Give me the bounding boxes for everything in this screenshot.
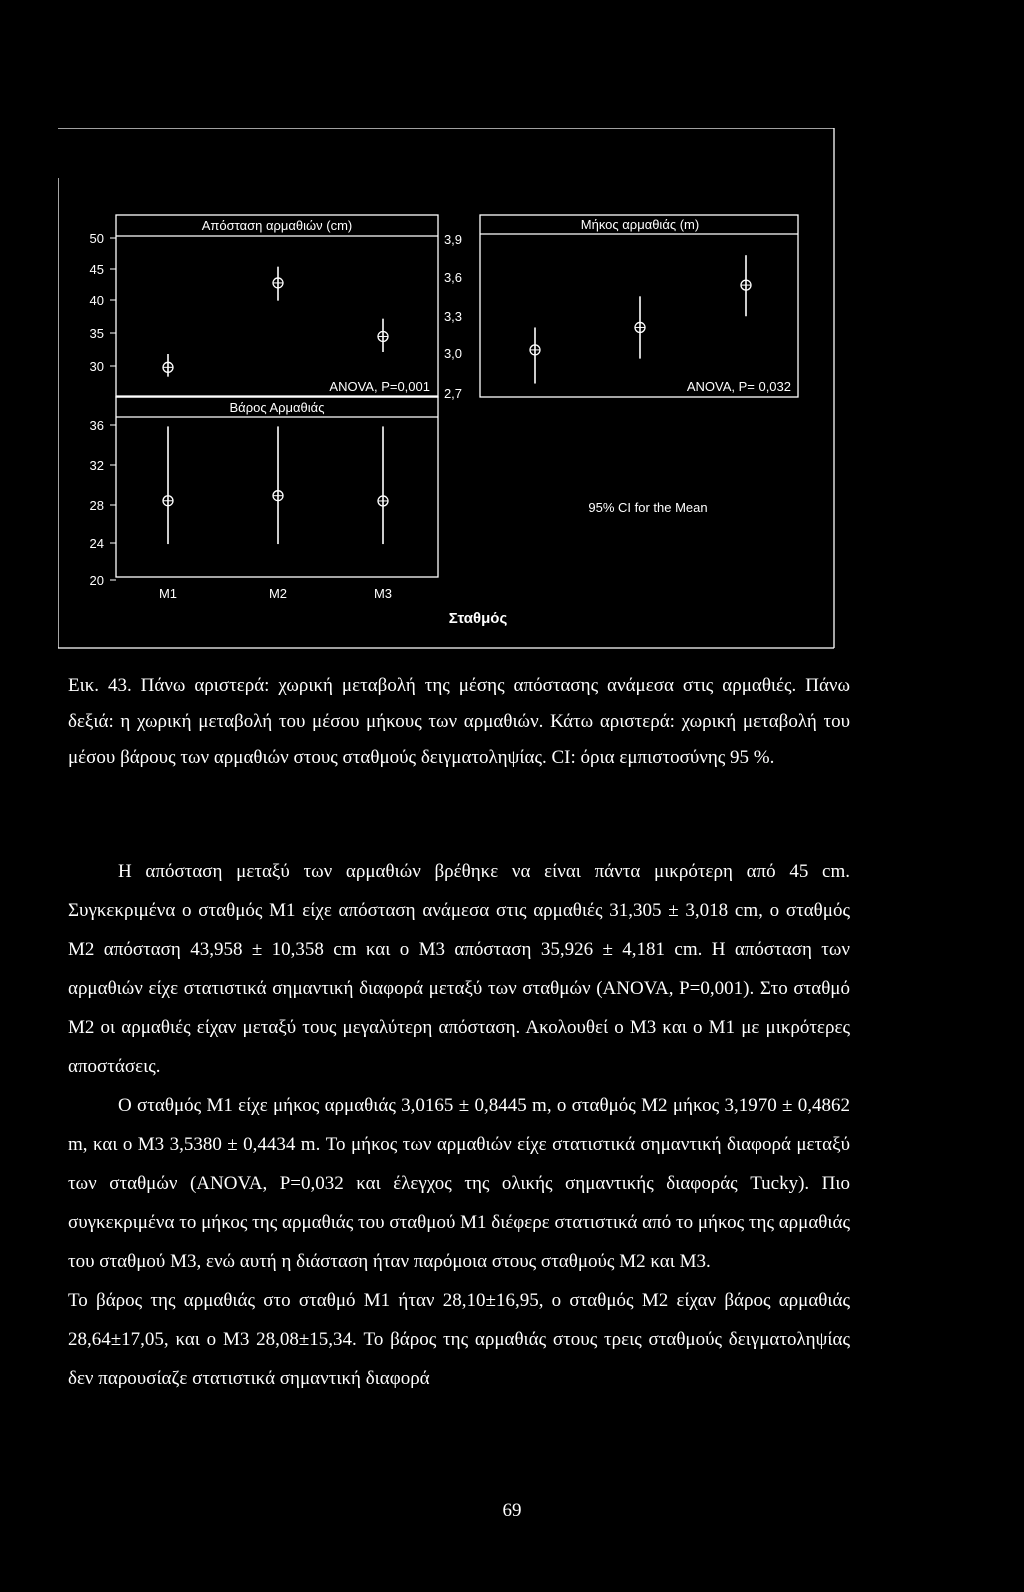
length-ytick-label: 3,9 (443, 232, 463, 247)
paragraph-length: Ο σταθμός M1 είχε μήκος αρμαθιάς 3,0165 ± 0,8445 m, ο σταθμός M2 μήκος 3,1970 ± 0,4862 m, και ο M3 3,5380 ± 0,4434 m. Το μήκος των αρμαθιών είχε στατιστικά σημαντική διαφορά μεταξύ των σταθμών (ANOVA, P=0,032 και έλεγχος της ολικής σημαντικής διαφοράς Tucky). Πιο συγκεκριμένα το μήκος της αρμαθιάς του σταθμού M1 διέφερε στατιστικά από το μήκος της αρμαθιάς του σταθμού M3, ενώ αυτή η διάσταση ήταν παρόμοια στους σταθμούς M2 και M3. (68, 1095, 850, 1272)
weight-ytick-label: 20 (89, 573, 104, 588)
length-ytick-label: 3,6 (443, 270, 463, 285)
paragraph-weight: Το βάρος της αρμαθιάς στο σταθμό M1 ήταν 28,10±16,95, ο σταθμός M2 είχαν βάρος αρμαθιάς 28,64±17,05, και ο M3 28,08±15,34. Το βάρος της αρμαθιάς στους τρεις σταθμούς δειγματοληψίας δεν παρουσίαζε στατιστικά σημαντική διαφορά (68, 1290, 850, 1389)
figure-caption: Εικ. 43. Πάνω αριστερά: χωρική μεταβολή της μέσης απόστασης ανάμεσα στις αρμαθιές. Πάνω δεξιά: η χωρική μεταβολή του μέσου μήκους των αρμαθιών. Κάτω αριστερά: χωρική μεταβολή του μέσου βάρους των αρμαθιών στους σταθμούς δειγματοληψίας. CI: όρια εμπιστοσύνης 95 %. (68, 675, 850, 768)
weight-panel-title: Βάρος Αρμαθιάς (229, 400, 325, 415)
weight-ytick-label: 24 (89, 536, 104, 551)
x-category-label: M3 (373, 586, 393, 601)
length-ytick-label: 2,7 (443, 386, 463, 401)
length-panel-title: Μήκος αρμαθιάς (m) (580, 217, 700, 232)
spacing-panel-title: Απόσταση αρμαθιών (cm) (201, 218, 353, 233)
spacing-ytick-label: 40 (89, 293, 104, 308)
length-annotation: ANOVA, P= 0,032 (686, 379, 791, 394)
weight-annotation: 95% CI for the Mean (588, 500, 708, 515)
spacing-ytick-label: 35 (89, 326, 104, 341)
errorbar-figure (58, 128, 848, 650)
body-text (68, 852, 850, 1398)
paragraph-distance: Η απόσταση μεταξύ των αρμαθιών βρέθηκε να είναι πάντα μικρότερη από 45 cm. Συγκεκριμένα ο σταθμός M1 είχε απόσταση ανάμεσα στις αρμαθιές 31,305 ± 3,018 cm, ο σταθμός M2 απόσταση 43,958 ± 10,358 cm και ο M3 απόσταση 35,926 ± 4,181 cm. Η απόσταση των αρμαθιών είχε στατιστικά σημαντική διαφορά μεταξύ των σταθμών (ANOVA, P=0,001). Στο σταθμό M2 οι αρμαθιές είχαν μεταξύ τους μεγαλύτερη απόσταση. Ακολουθεί ο M3 και ο M1 με μικρότερες αποστάσεις. (68, 861, 850, 1077)
panel-length-frame (480, 215, 798, 397)
weight-ytick-label: 32 (89, 458, 104, 473)
page-number: 69 (502, 1500, 522, 1521)
x-axis-title: Σταθμός (448, 610, 508, 627)
spacing-ytick-label: 30 (89, 359, 104, 374)
spacing-annotation: ANOVA, P=0,001 (329, 379, 430, 394)
weight-ytick-label: 36 (89, 418, 104, 433)
weight-ytick-label: 28 (89, 498, 104, 513)
spacing-ytick-label: 50 (89, 231, 104, 246)
panel-weight-frame (116, 397, 438, 577)
length-ytick-label: 3,0 (443, 346, 463, 361)
x-category-label: M2 (268, 586, 288, 601)
figure (58, 128, 848, 650)
x-category-label: M1 (158, 586, 178, 601)
length-ytick-label: 3,3 (443, 309, 463, 324)
spacing-ytick-label: 45 (89, 262, 104, 277)
